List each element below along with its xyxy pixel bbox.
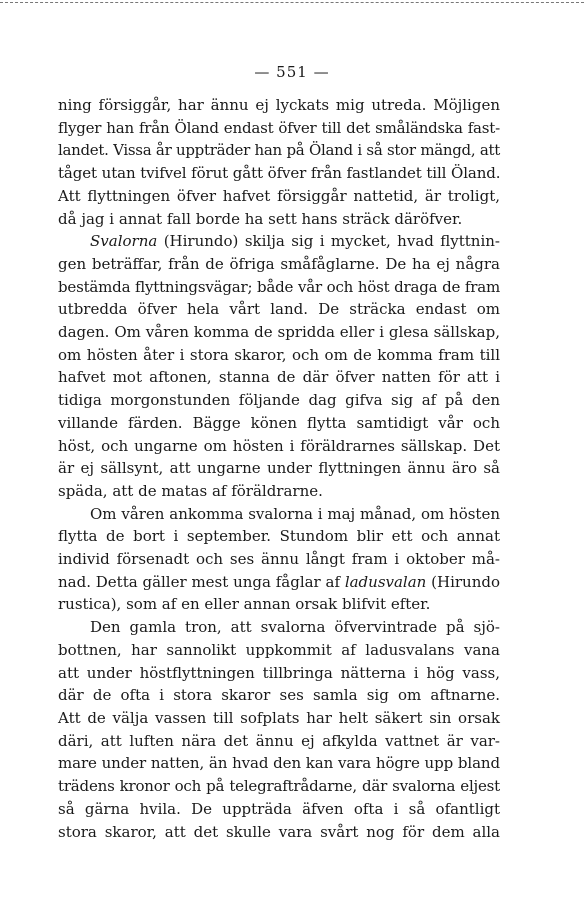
paragraph — [58, 503, 500, 617]
text-line: om hösten åter i stora skaror, och om de komma fram till — [58, 345, 500, 364]
text-line: höst, och ungarne om hösten i föräldrarnes sällskap. Det — [58, 436, 500, 455]
italic-species-name: ladusvalan — [344, 572, 427, 591]
text-line: är ej sällsynt, att ungarne under flyttningen ännu äro så — [58, 459, 500, 478]
text-line: bottnen, har sannolikt uppkommit af ladusvalans vana — [58, 640, 500, 659]
text-line: gen beträffar, från de öfriga småfåglarne. De ha ej några — [58, 254, 500, 273]
paragraph — [58, 94, 500, 230]
text-line: så gärna hvila. De uppträda äfven ofta i så ofantligt — [58, 799, 500, 818]
text-line: mare under natten, än hvad den kan vara högre upp bland — [58, 754, 500, 773]
text-line: dagen. Om våren komma de spridda eller i glesa sällskap, — [58, 323, 500, 342]
text-line: däri, att luften nära det ännu ej afkylda vattnet är var- — [58, 731, 500, 750]
page-number: — 551 — — [254, 63, 330, 81]
text-line: landet. Vissa år uppträder han på Öland i så stor mängd, att — [58, 141, 500, 160]
text-line: Att flyttningen öfver hafvet försiggår nattetid, är troligt, — [58, 186, 500, 205]
body-text — [58, 94, 500, 843]
text-line: villande färden. Bägge könen flytta samtidigt vår och — [58, 413, 500, 432]
text-line: stora skaror, att det skulle vara svårt nog för dem alla — [58, 822, 500, 841]
text-line: ning försiggår, har ännu ej lyckats mig utreda. Möjligen — [58, 96, 500, 114]
text-line — [58, 571, 500, 594]
paragraph — [58, 230, 500, 502]
text-line: bestämda flyttningsvägar; både vår och höst draga de fram — [58, 277, 500, 296]
page-top-edge — [0, 2, 584, 3]
text-line: hafvet mot aftonen, stanna de där öfver natten för att i — [58, 368, 500, 387]
text-line: Om våren ankomma svalorna i maj månad, om hösten — [90, 504, 500, 523]
text-line: rustica), som af en eller annan orsak blifvit efter. — [58, 595, 431, 614]
line-text: (Hirundo — [426, 572, 500, 591]
text-line: där de ofta i stora skaror ses samla sig om aftnarne. — [58, 686, 500, 705]
text-line: utbredda öfver hela vårt land. De sträcka endast om — [58, 300, 500, 319]
text-line: flyger han från Öland endast öfver till det småländska fast- — [58, 118, 500, 137]
text-line — [58, 230, 500, 253]
italic-species-name: Svalorna — [90, 232, 158, 251]
text-line: trädens kronor och på telegraftrådarne, där svalorna eljest — [58, 777, 500, 796]
text-line: då jag i annat fall borde ha sett hans sträck däröfver. — [58, 209, 463, 228]
text-line: tåget utan tvifvel förut gått öfver från fastlandet till Öland. — [58, 164, 501, 183]
paragraph — [58, 616, 500, 843]
line-text: nad. Detta gäller mest unga fåglar af — [58, 572, 345, 591]
text-line: tidiga morgonstunden följande dag gifva sig af på den — [58, 391, 500, 410]
text-line: individ försenadt och ses ännu långt fram i oktober må- — [58, 550, 500, 569]
text-line: att under höstflyttningen tillbringa nätterna i hög vass, — [58, 663, 500, 682]
text-line: späda, att de matas af föräldrarne. — [58, 481, 323, 500]
text-line: flytta de bort i september. Stundom blir ett och annat — [58, 527, 500, 546]
text-line: Den gamla tron, att svalorna öfvervintrade på sjö- — [90, 618, 500, 637]
line-text: (Hirundo) skilja sig i mycket, hvad flyttnin- — [157, 232, 500, 251]
text-line: Att de välja vassen till sofplats har helt säkert sin orsak — [58, 708, 500, 727]
